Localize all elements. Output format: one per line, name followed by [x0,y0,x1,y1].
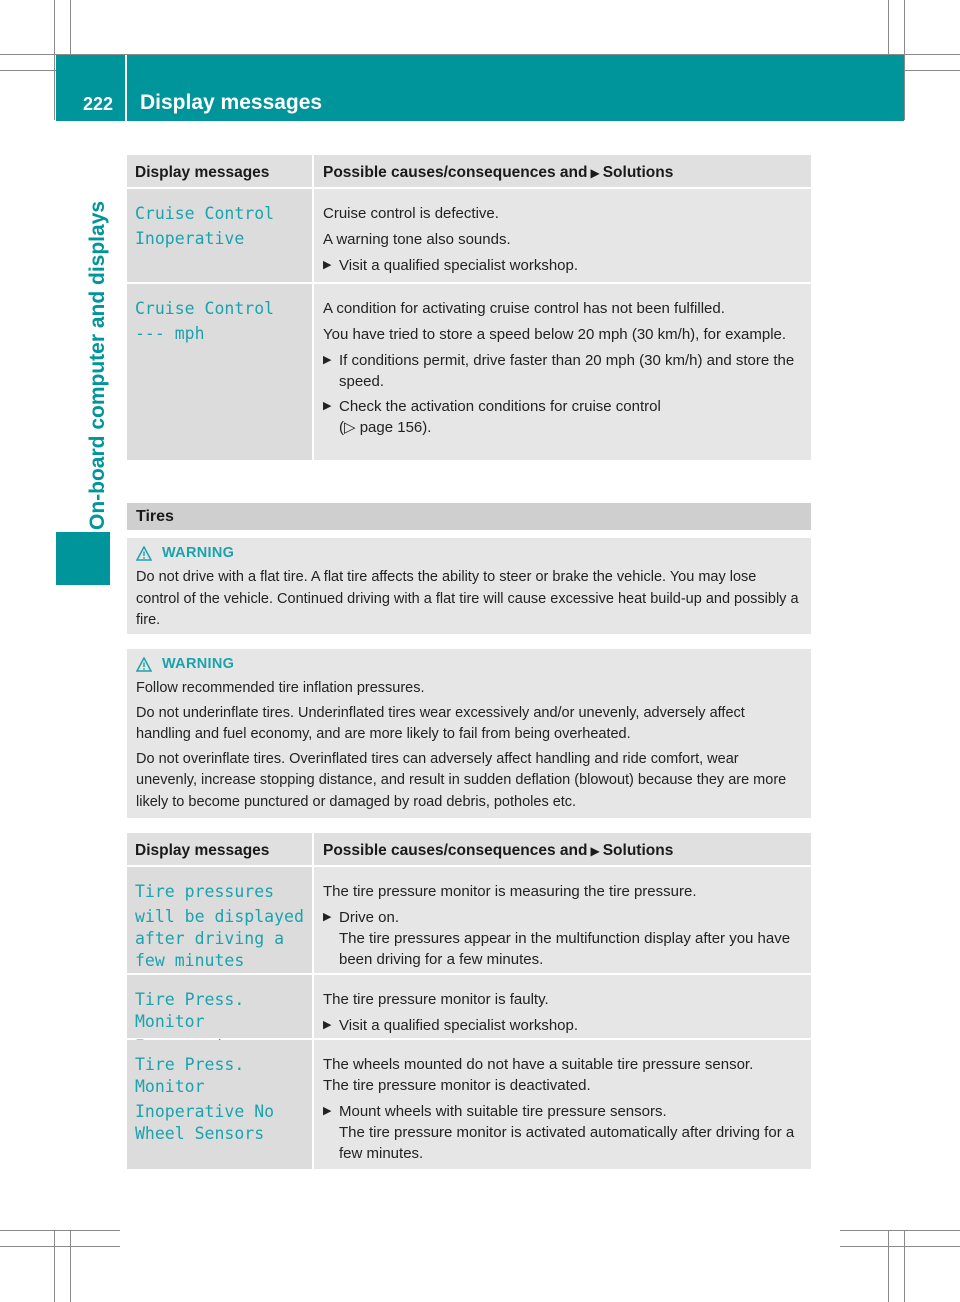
step-arrow-icon: ▶ [323,259,332,271]
table-row [127,284,811,462]
cause-solution-cell: The tire pressure monitor is measuring the tire pressure. ▶ Drive on. The tire pressures appear in the multifunction display after you have been driving for a few minutes. [314,867,811,973]
step-arrow-icon: ▶ [323,1105,332,1117]
warning-text: Do not drive with a flat tire. A flat tire affects the ability to steer or brake the vehicle. You may lose control of the vehicle. Continued driving with a flat tire will cause excessive heat build-up and possibly a fire. [136,569,799,628]
display-message: Cruise Control --- mph [127,284,314,460]
step: ▶ If conditions permit, drive faster than 20 mph (30 km/h) and store the speed. [323,352,795,390]
crop-mark [840,1246,960,1247]
step-arrow-icon: ▶ [323,1019,332,1031]
step-arrow-icon: ▶ [323,354,332,366]
warning-triangle-icon [136,546,152,561]
page-reference: (▷ page 156). [339,419,432,436]
warning-label: WARNING [162,545,235,561]
table-row [127,1040,811,1169]
cause-solution-cell: A condition for activating cruise control has not been fulfilled. You have tried to store a speed below 20 mph (30 km/h), for example. ▶ If conditions permit, drive faster than 20 mph (30 km/h) and store the speed. ▶ Check the activation conditions for cruise control (▷ page 156). [314,284,811,460]
column-header-messages: Display messages [127,833,314,865]
display-message: Tire Press. Monitor Inoperative No Wheel Sensors [127,1040,314,1169]
display-messages-table-cruise [127,155,811,462]
step: ▶ Check the activation conditions for cruise control (▷ page 156). [323,398,661,436]
page-number: 222 [83,94,114,114]
step: ▶ Visit a qualified specialist workshop. [323,257,579,274]
warning-label: WARNING [162,656,235,672]
table-row [127,975,811,1040]
section-title-tires: Tires [127,503,811,530]
warning-box [127,649,811,818]
cause-solution-cell: Cruise control is defective. A warning tone also sounds. ▶ Visit a qualified specialist workshop. [314,189,811,282]
crop-mark [0,1246,120,1247]
warning-text: Follow recommended tire inflation pressures. Do not underinflate tires. Underinflated tires wear excessively and/or unevenly, adversely affect handling and fuel economy, and are more likely to fail from being overheated. Do not overinflate tires. Overinflated tires can adversely affect handling and ride comfort, wear unevenly, increase stopping distance, and result in sudden deflation (blowout) because they are more likely to become punctured or damaged by road debris, potholes etc. [136,680,787,810]
table-row [127,867,811,975]
cause-solution-cell: The tire pressure monitor is faulty. ▶ Visit a qualified specialist workshop. [314,975,811,1038]
crop-mark [54,1230,55,1302]
crop-mark [904,0,905,120]
page-title: Display messages [140,91,323,114]
warning-box [127,538,811,634]
solution-arrow-icon: ▶ [590,844,600,858]
display-message: Cruise Control Inoperative [127,189,314,282]
display-message: Tire Press. Monitor [127,975,314,1038]
crop-mark [840,1230,960,1231]
step: ▶ Drive on. The tire pressures appear in the multifunction display after you have been driving for a few minutes. [323,909,791,968]
column-header-messages: Display messages [127,155,314,187]
crop-mark [70,1230,71,1302]
solution-arrow-icon: ▶ [590,166,600,180]
column-header-causes: Possible causes/consequences and ▶ Solutions [314,155,811,187]
warning-triangle-icon [136,657,152,672]
header-divider [125,55,127,121]
table-header [127,155,811,189]
chapter-side-tab: On-board computer and displays [86,200,109,530]
step-arrow-icon: ▶ [323,911,332,923]
cause-solution-cell: The wheels mounted do not have a suitable tire pressure sensor. The tire pressure monitor is deactivated. ▶ Mount wheels with suitable tire pressure sensors. The tire pressure monitor is activated automatically after driving for a few minutes. [314,1040,811,1169]
step: ▶ Visit a qualified specialist workshop. [323,1017,579,1034]
step-arrow-icon: ▶ [323,400,332,412]
display-message: Tire pressures will be displayed after driving a few minutes [127,867,314,973]
table-row [127,189,811,284]
crop-mark [54,0,55,120]
display-messages-table-tires [127,833,811,1169]
crop-mark [904,1230,905,1302]
step: ▶ Mount wheels with suitable tire pressure sensors. The tire pressure monitor is activated automatically after driving for a few minutes. [323,1103,795,1162]
table-header [127,833,811,867]
crop-mark [888,1230,889,1302]
crop-mark [0,1230,120,1231]
chapter-marker-block [56,532,110,585]
column-header-causes: Possible causes/consequences and ▶ Solutions [314,833,811,865]
